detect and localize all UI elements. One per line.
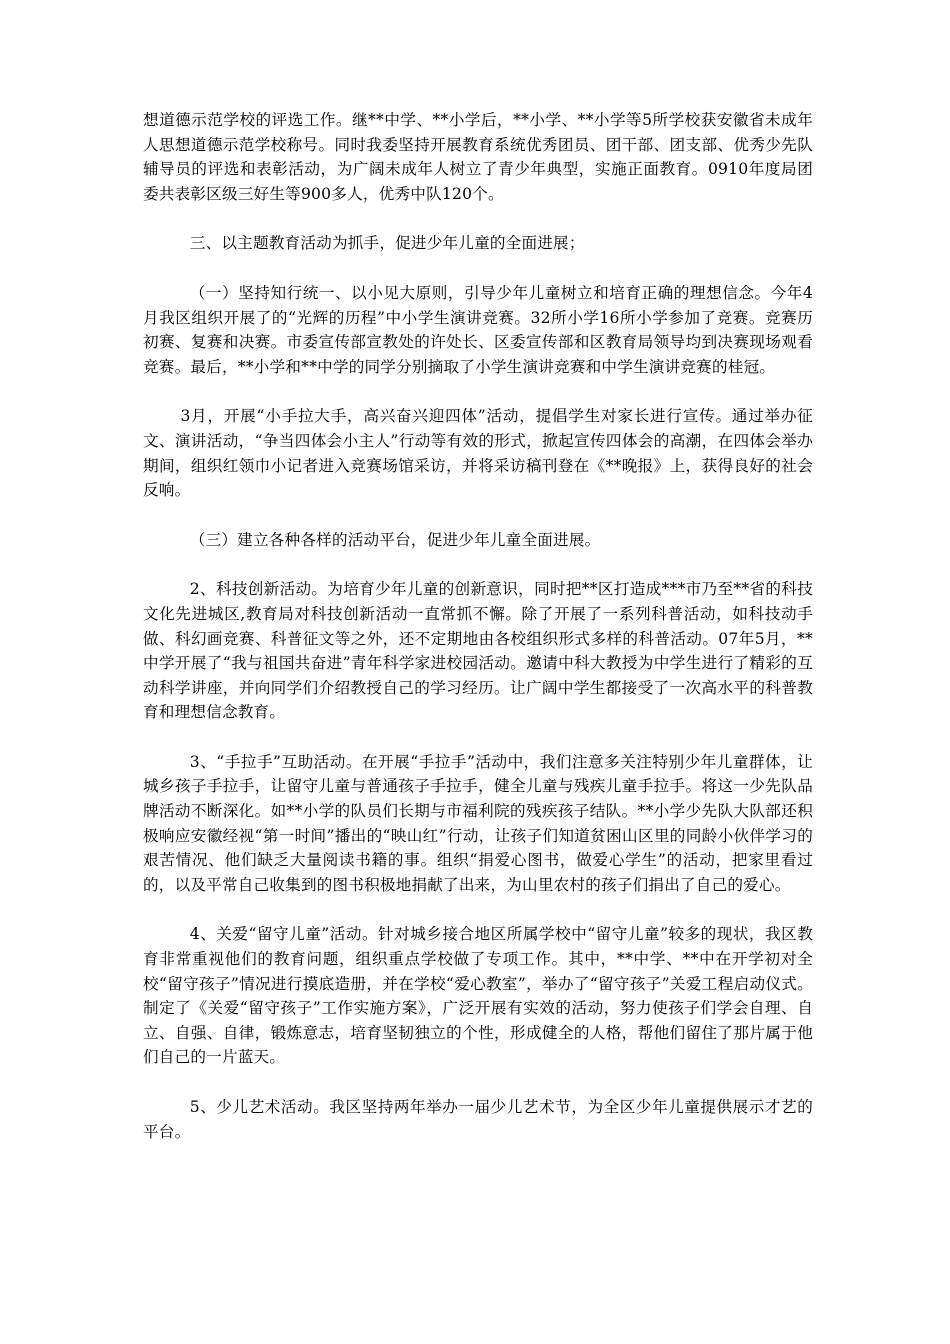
paragraph-hand-in-hand: 3、“手拉手”互助活动。在开展“手拉手”活动中，我们注意多关注特别少年儿童群体，让城乡孩子手拉手，让留守儿童与普通孩子手拉手，健全儿童与残疾儿童手拉手。将这一少先队品牌活动不断深化。如**小学的队员们长期与市福利院的残疾孩子结队。**小学少先队大队部还积极响应安徽经视“第一时间”播出的“映山红”行动，让孩子们知道贫困山区里的同龄小伙伴学习的艰苦情况、他们缺乏大量阅读书籍的事。组织“捐爱心图书，做爱心学生”的活动，把家里看过的，以及平常自己收集到的图书积极地捐献了出来，为山里农村的孩子们捐出了自己的爱心。 xyxy=(143,752,813,894)
paragraph-children-art: 5、少儿艺术活动。我区坚持两年举办一届少儿艺术节，为全区少年儿童提供展示才艺的平台。 xyxy=(143,1098,813,1141)
heading-section-three: 三、以主题教育活动为抓手，促进少年儿童的全面进展； xyxy=(189,234,585,253)
document-page xyxy=(143,108,813,1169)
heading-activity-platforms: （三）建立各种各样的活动平台，促进少年儿童全面进展。 xyxy=(189,530,601,549)
paragraph-model-school-selection: 想道德示范学校的评选工作。继**中学、**小学后，**小学、**小学等5所学校获安徽省未成年人思想道德示范学校称号。同时我委坚持开展教育系统优秀团员、团干部、团支部、优秀少先队辅导员的评选和表彰活动，为广阔未成年人树立了青少年典型，实施正面教育。0910年度局团委共表彰区级三好生等900多人，优秀中队120个。 xyxy=(143,111,813,203)
paragraph-march-activity: 3月，开展“小手拉大手，高兴奋兴迎四体”活动，提倡学生对家长进行宣传。通过举办征文、演讲活动，“争当四体会小主人”行动等有效的形式，掀起宣传四体会的高潮，在四体会举办期间，组织红领巾小记者进入竞赛场馆采访，并将采访稿刊登在《**晚报》上，获得良好的社会反响。 xyxy=(143,407,813,500)
paragraph-speech-contest: （一）坚持知行统一、以小见大原则，引导少年儿童树立和培育正确的理想信念。今年4月我区组织开展了的“光辉的历程”中小学生演讲竞赛。32所小学16所小学参加了竞赛。竞赛历初赛、复赛和决赛。市委宣传部宣教处的许处长、区委宣传部和区教育局领导均到决赛现场观看竞赛。最后，**小学和**中学的同学分别摘取了小学生演讲竞赛和中学生演讲竞赛的桂冠。 xyxy=(143,283,813,376)
paragraph-left-behind-children: 4、关爱“留守儿童”活动。针对城乡接合地区所属学校中“留守儿童”较多的现状，我区教育非常重视他们的教育问题，组织重点学校做了专项工作。其中，**中学、**中在开学初对全校“留守孩子”情况进行摸底造册，并在学校“爱心教室”，举办了“留守孩子”关爱工程启动仪式。制定了《关爱“留守孩子”工作实施方案》，广泛开展有实效的活动，努力使孩子们学会自理、自立、自强、自律，锻炼意志，培育坚韧独立的个性，形成健全的人格，帮他们留住了那片属于他们自己的一片蓝天。 xyxy=(143,925,813,1067)
paragraph-tech-innovation: 2、科技创新活动。为培育少年儿童的创新意识，同时把**区打造成***市乃至**省的科技文化先进城区,教育局对科技创新活动一直常抓不懈。除了开展了一系列科普活动，如科技动手做、科幻画竞赛、科普征文等之外，还不定期地由各校组织形式多样的科普活动。07年5月，**中学开展了“我与祖国共奋进”青年科学家进校园活动。邀请中科大教授为中学生进行了精彩的互动科学讲座，并向同学们介绍教授自己的学习经历。让广阔中学生都接受了一次高水平的科普教育和理想信念教育。 xyxy=(143,580,813,722)
